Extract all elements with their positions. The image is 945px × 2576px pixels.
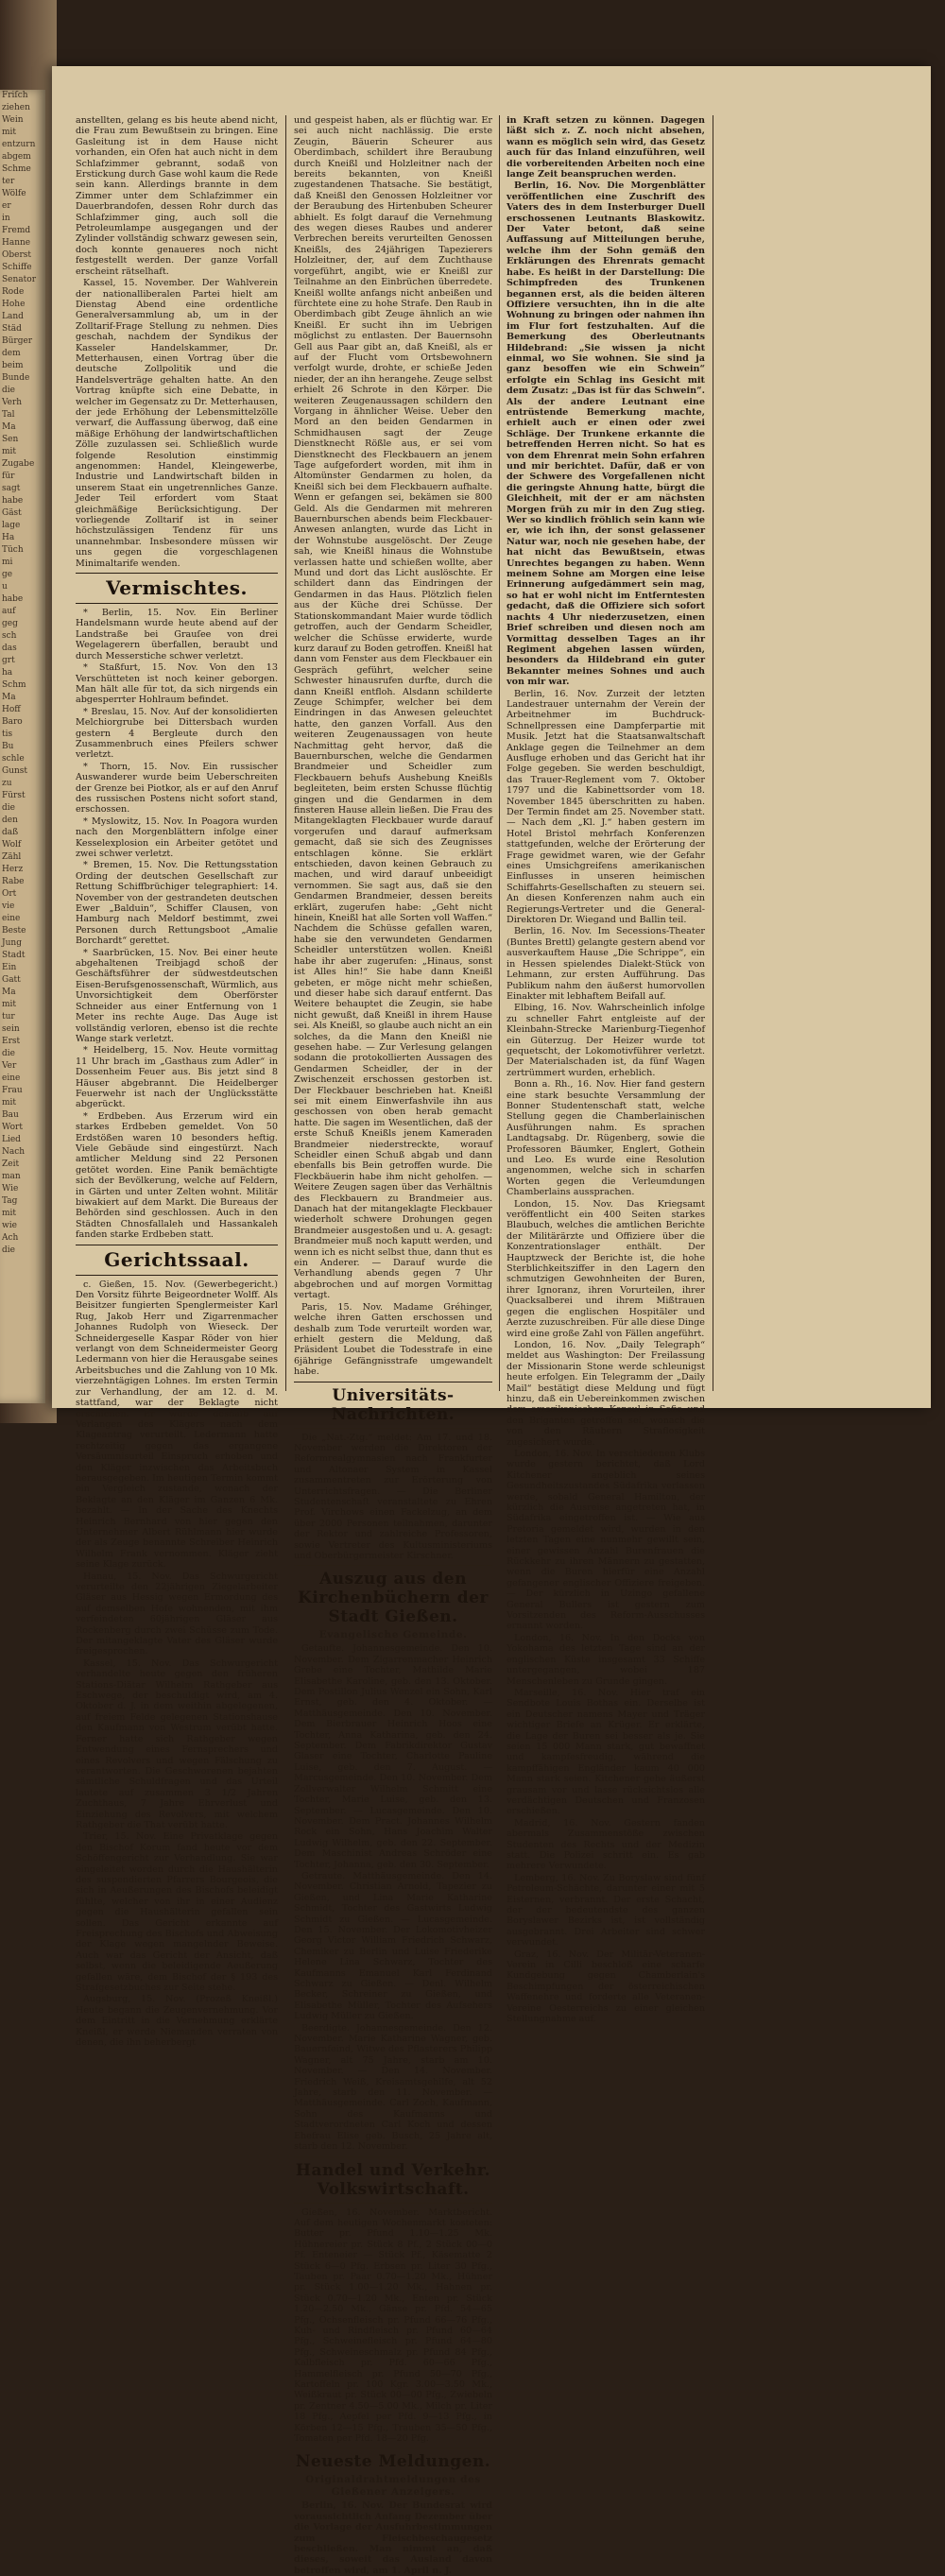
prev-page-fragment: Ma	[2, 693, 16, 702]
prev-page-fragment: Gatt	[2, 975, 21, 985]
prev-page-fragment: die	[2, 1245, 15, 1255]
prev-page-fragment: Gunst	[2, 766, 28, 776]
court-report: Augsburg, 15. Nov. (Prozeß Kneißl.) Heute begann die Zeugenvernehmung. Vor dem Eintritt in die Vernehmung erklärte Kneißl, er werde Niemanden verraten von denen, die ihn beherbergt	[76, 1994, 278, 2049]
section-rule	[294, 2447, 492, 2448]
section-heading-handel: Handel und Verkehr. Volkswirtschaft.	[295, 2160, 491, 2199]
column-1	[76, 115, 278, 2049]
prev-page-fragment: Ha	[2, 533, 15, 542]
prev-page-fragment: geg	[2, 619, 18, 628]
prev-page-fragment: Tüch	[2, 545, 24, 555]
section-heading-kirchenbuecher: Auszug aus den Kirchenbüchern der Stadt Gießen.	[298, 1570, 489, 1627]
prev-page-fragment: Frau	[2, 1086, 23, 1095]
prev-page-fragment: Tag	[2, 1196, 18, 1206]
prev-page-fragment: Oberst	[2, 250, 32, 260]
court-report: c. Gießen, 15. Nov. (Gewerbegericht.) Den Vorsitz führte Beigeordneter Wolff. Als Beisitzer fungierten Spenglermeister Karl Rug, Jakob Herr und Zigarrenmacher Johannes Rudolph von Wieseck. Der Schneidergeselle Kaspar Röder von hier verlangt von dem Schneidermeister Georg Ledermann von hier die Herausgabe seines Arbeitsbuches und die Zahlung von 10 Mk. vierzehntägigen Lohnes. Im ersten Termin zur Verhandlung, der am 12. d. M. stattfand, war der Beklagte nicht erschienen. Er wurde deshalb auf Verlangen des Klägers nach dem Klageantrag verurteilt. Ledermann hatte rechtzeitig gegen das ergangene Versäumnisurteil Einspruch erhoben und den Kläger inzwischen das Arbeitsbuch herausgegeben. Im heutigen Termin kommt ein Vergleich zustande, wonach der Beklagte an den Kläger im Ganzen 6 Mk. bezahlt. — In der Sache des Knechts Heinrich Bernhard von hier gegen den Unternehmer Albert Rühlmann hier wurde der als Zeuge benannte Schreiber Heinrich Wilhelm Frank vernommen. Kläger zieht seine Klage zurück.	[76, 1279, 278, 1571]
prev-page-fragment: eine	[2, 1073, 21, 1083]
prev-page-fragment: sein	[2, 1024, 20, 1034]
previous-page-edge	[0, 90, 45, 1403]
prev-page-fragment: entzurn	[2, 140, 36, 149]
section-heading-gerichtssaal: Gerichtssaal.	[104, 1247, 249, 1271]
news-item: Madrid, 16. Nov. Gestern fanden abermals Zusammenstöße zwischen Studenten des Rechts und der Medizin statt. Die Polizei schritt ein. Es gab mehrere Verwundete.	[507, 1817, 705, 1872]
prev-page-fragment: wie	[2, 1221, 17, 1230]
prev-page-fragment: Bürger	[2, 336, 33, 346]
prev-page-fragment: beim	[2, 361, 24, 370]
prev-page-fragment: für	[2, 472, 15, 481]
section-rule	[76, 603, 278, 604]
prev-page-fragment: Baro	[2, 717, 23, 727]
prev-page-fragment: Land	[2, 312, 24, 321]
prev-page-fragment: habe	[2, 594, 24, 604]
newspaper-page	[52, 66, 931, 2576]
section-heading-vermischtes: Vermischtes.	[106, 576, 248, 600]
prev-page-fragment: Tal	[2, 410, 15, 420]
prev-page-fragment: Sen	[2, 435, 19, 444]
prev-page-fragment: daß	[2, 828, 19, 837]
prev-page-fragment: dem	[2, 349, 21, 358]
news-item: Paris, 15. Nov. Madame Gréhinger, welche ihren Gatten erschossen und deshalb zum Tode verurteilt worden war, erhielt gestern die Meldung, daß Präsident Loubet die Todesstrafe in eine 6jährige Gefängnisstrafe umgewandelt habe.	[294, 1301, 492, 1378]
court-report-continuation: und gespeist haben, als er flüchtig war. Er sei auch nicht nachlässig. Die erste Zeugin, Bäuerin Scheurer aus Oberdimbach, schildert ihre Beraubung durch Kneißl und Holzleitner nach der bereits bekannten, von Kneißl zugestandenen Thatsache. Sie bestätigt, daß Kneißl den Genossen Holzleitner vor der Beraubung des Hirtenbuben Scheurer abhielt. Es folgt darauf die Vernehmung des wegen dieses Raubes und anderer Verbrechen bereits verurteilten Genossen Kneißls, des 24jährigen Tapezierers Holzleitner, der, auf dem Zuchthause vorgeführt, angibt, wie er Kneißl zur Teilnahme an den Einbrüchen überredete. Kneißl wollte anfangs nicht anbeißen und fürchtete eine zu hohe Strafe. Den Raub in Oberdimbach gibt Zeuge ähnlich an wie Kneißl. Er sucht ihn im Uebrigen möglichst zu entlasten. Der Bauernsohn Gell aus Paar gibt an, daß Kneißl, als er auf der Flucht vom Ortsbewohnern verfolgt wurde, drohte, er schieße Jeden nieder, der an ihn herangehe. Zeuge selbst erhielt 26 Schrote in den Körper. Die weiteren Zeugenaussagen schildern den Vorgang in ähnlicher Weise. Ueber den Mord an den beiden Gendarmen in Schmidhausen sagt der Zeuge Dienstknecht Rößle aus, er sei vom Dienstknecht des Fleckbauern an jenem Tage aufgefordert worden, mit ihm in Altomünster Gendarmen zu holen, da Kneißl sich bei dem Fleckbauern aufhalte. Wenn er gefangen sei, bekämen sie 800 Geld. Als die Gendarmen mit mehreren Bauernburschen abends beim Fleckbauer-Anwesen anlangten, wurde das Licht in der Wohnstube ausgelöscht. Der Zeuge sah, wie Kneißl hinaus die Wohnstube verlassen hatte und schießen wollte, aber Mund und dort das Licht auslöschte. Er schildert dann das Eindringen der Gendarmen in das Haus. Plötzlich fielen aus der Küche drei Schüsse. Der Stationskommandant Maier wurde tödlich getroffen, auch der Gendarm Scheidler, welcher die Schüsse erwiderte, wurde kurz darauf zu Boden getroffen. Kneißl hat dann vom Fenster aus dem Fleckbauer ein Gespräch geführt, welcher seine Schwester hinausrufen durfte, durch die dann Kneißl entfloh. Alsdann schilderte Zeuge Schimpfer, welcher bei dem Eindringen in das Anwesen geleuchtet hatte, den ganzen Vorfall. Aus den weiteren Zeugenaussagen von heute Nachmittag geht hervor, daß die Bauernburschen, welche die Gendarmen Brandmeier und Scheidler zum Fleckbauern behufs Aushebung Kneißls begleiteten, beim ersten Schusse flüchtig gingen und die Gendarmen in dem finsteren Hause allein ließen. Die Frau des Mitangeklagten Fleckbauer wurde darauf vorgerufen und darauf aufmerksam gemacht, daß sie sich des Zeugnisses entschlagen könne. Sie erklärt entschieden, davon keinen Gebrauch zu machen, und wird darauf unbeeidigt vernommen. Sie sagt aus, daß sie den Gendarmen Brandmeier, dessen bereits erklärt, zugerufen habe: „Geht nicht hinein, Kneißl hat alle Sorten voll Waffen.“ Nachdem die Schüsse gefallen waren, habe sie den verwundeten Gendarmen Scheidler unterstützen wollen. Kneißl habe ihr aber zugerufen: „Hinaus, sonst ist Alles hin!“ Sie habe dann Kneißl gebeten, er möge nicht mehr schießen, und dieser habe sich darauf entfernt. Das Weitere behauptet die Zeugin, sie habe nicht gewußt, daß Kneißl in ihrem Hause sei. Als Kneißl, so glaube auch nicht an ein solches, da die Mann den Kneißl nie gesehen habe. — Zur Verlesung gelangen sodann die protokollierten Aussagen des Gendarmen Scheidler, der in der Zwischenzeit erschossen gestorben ist. Der Fleckbauer beschrieben hat. Kneißl sei mit einem Einwerfashvile ihn aus geschossen von oben herab gemacht hatte. Die sagen im Wesentlichen, daß der erste Schuß Kneißls jenem Kameraden Brandmeier niederstreckte, worauf Scheidler einen Schuß abgab und dann ebenfalls bis Bein getroffen wurde. Die Fleckbäuerin habe ihm nicht geholfen. — Weitere Zeugen sagen über das Verhältnis des Fleckbauern zu Brandmeier aus. Danach hat der mitangeklagte Fleckbauer wiederholt schwere Drohungen gegen Brandmeier ausgestoßen und u. A. gesagt: Brandmeier muß noch kaputt werden, und wenn ich es nicht selbst thue, dann thut es ein Anderer. — Darauf wurde die Verhandlung abends gegen 7 Uhr abgebrochen und auf morgen Vormittag vertagt.	[294, 115, 492, 1301]
article-continuation: anstellten, gelang es bis heute abend nicht, die Frau zum Bewußtsein zu bringen. Eine Gasleitung ist in dem Hause nicht vorhanden, ein Ofen hat auch nicht in dem Schlafzimmer gebrannt, sodaß von Erstickung durch Gase wohl kaum die Rede sein kann. Allerdings brannte in dem Zimmer unter dem Schlafzimmer ein Dauerbrandofen, dessen Rohr durch das Schlafzimmer ging, auch soll die Petroleumlampe ausgegangen und der Zylinder vollständig schwarz gewesen sein, doch konnte genaueres noch nicht festgestellt werden. Der ganze Vorfall erscheint rätselhaft.	[76, 115, 278, 277]
prev-page-fragment: Fremd	[2, 226, 31, 235]
section-subheading: Originaldrahtmeldungen des Gießener Anzeigers.	[305, 2474, 481, 2499]
prev-page-fragment: abgem	[2, 152, 31, 162]
prev-page-fragment: Ver	[2, 1061, 17, 1071]
prev-page-fragment: Bu	[2, 742, 14, 751]
news-item: Bonn a. Rh., 16. Nov. Hier fand gestern eine stark besuchte Versammlung der Bonner Studentenschaft statt, welche Stellung gegen die Chamberlainischen Ausführungen nahm. Es sprachen Landtagsabg. Dr. Rügenberg, sowie die Professoren Bäumker, Englert, Gothein und Leo. Es wurde eine Resolution angenommen, welche sich in scharfen Worten gegen die Verleumdungen Chamberlains aussprachen.	[507, 1079, 705, 1198]
news-item: * Staßfurt, 15. Nov. Von den 13 Verschütteten ist noch keiner geborgen. Man hält alle für tot, da sich nirgends ein abgesperrter Hohlraum befindet.	[76, 662, 278, 706]
prev-page-fragment: Nach	[2, 1147, 26, 1157]
prev-page-fragment: Bunde	[2, 373, 30, 383]
prev-page-fragment: Städ	[2, 324, 22, 334]
news-item: * Breslau, 15. Nov. Auf der konsolidierten Melchiorgrube bei Dittersbach wurden gestern 4 Bergleute durch den Zusammenbruch eines Pfeilers schwer verletzt.	[76, 706, 278, 761]
prev-page-fragment: tis	[2, 730, 13, 739]
prev-page-fragment: auf	[2, 607, 16, 616]
prev-page-fragment: Herz	[2, 865, 24, 874]
section-rule	[294, 1565, 492, 1566]
prev-page-fragment: Wein	[2, 115, 24, 125]
prev-page-fragment: Schme	[2, 164, 31, 174]
news-item: London, 16. Nov. „Daily Telegraph“ meldet aus Washington: Der Freilassung der Missionarin Stone werde schleunigst heute erfolgen. Ein Telegramm der „Daily Mail“ bestätigt diese Meldung und fügt hinzu, daß ein Uebereinkommen zwischen dem amerikanischen Konsul in Sofia und den Briganten getroffen sei, wonach die von den Räubern Straflosigkeit zugesichert wurde.	[507, 1339, 705, 1448]
news-item: * Myslowitz, 15. Nov. In Poagora wurden nach den Morgenblättern infolge einer Kesselexplosion ein Arbeiter getötet und zwei schwer verletzt.	[76, 816, 278, 859]
prev-page-fragment: Lied	[2, 1135, 21, 1144]
prev-page-fragment: Zähl	[2, 852, 22, 862]
prev-page-fragment: man	[2, 1172, 21, 1181]
prev-page-fragment: Fürst	[2, 791, 26, 800]
prev-page-fragment: Hohe	[2, 300, 26, 309]
news-item: London, 16. Nov. In den Docks von Yokohama des letzten Tage sind an der englischen Küste insgesamt 33 Schiffe untergegangen, wobei 187 Menschenleben zu Grunde gingen.	[507, 1632, 705, 1687]
prev-page-fragment: ge	[2, 570, 13, 579]
prev-page-fragment: Zugabe	[2, 459, 35, 469]
prev-page-fragment: Rode	[2, 287, 25, 297]
prev-page-fragment: lage	[2, 521, 21, 530]
prev-page-fragment: sch	[2, 631, 17, 641]
prev-page-fragment: mit	[2, 1098, 17, 1108]
prev-page-fragment: tur	[2, 1012, 15, 1022]
news-item: * Saarbrücken, 15. Nov. Bei einer heute abgehaltenen Treibjagd schoß der Geschäftsführer der südwestdeutschen Eisen-Berufsgenossenschaft, Würmlich, aus Unvorsichtigkeit dem Oberförster Schneider aus einer Entfernung von 1 Meter ins rechte Auge. Das Auge ist vollständig verloren, ebenso ist die rechte Wange stark verletzt.	[76, 947, 278, 1044]
prev-page-fragment: Ach	[2, 1233, 19, 1243]
prev-page-fragment: Rabe	[2, 877, 25, 886]
prev-page-fragment: eine	[2, 914, 21, 923]
news-item: * Thorn, 15. Nov. Ein russischer Auswanderer wurde beim Ueberschreiten der Grenze bei Piotkor, als er auf den Anruf des russischen Postens nicht sofort stand, erschossen.	[76, 761, 278, 816]
prev-page-fragment: ziehen	[2, 103, 30, 112]
prev-page-fragment: Senator	[2, 275, 36, 284]
prev-page-fragment: das	[2, 644, 17, 653]
prev-page-fragment: Bau	[2, 1110, 19, 1120]
prev-page-fragment: die	[2, 1049, 15, 1058]
prev-page-fragment: Gäst	[2, 508, 22, 518]
news-item: Berlin, 16. Nov. Im Secessions-Theater (Buntes Brettl) gelangte gestern abend vor ausverkauftem Hause „Die Schrippe“, ein in Hessen spielendes Dialekt-Stück von Lehmann, zur ersten Aufführung. Das Publikum nahm den äußerst humorvollen Einakter mit lebhaftem Beifall auf.	[507, 926, 705, 1002]
prev-page-fragment: Wie	[2, 1184, 19, 1194]
church-record: Beerdigte. Johannesgemeinde. Den 12. November. Marie Katharine Wagner, geb. Bauernfeind, Witwe des Pflasterers Philipp Wagner, alt 75 Jahre, starb am 10. November. — Den 14. November. Friedrich Weiß, Kreisamtsgehilfe, alt 52 Jahre, starb den 11. November. — Matthäusgemeinde. Carl Zoch, Kaufmann, Sohn des Kaufmanns und Stadtverordneten Carl Koch und dessen Ehefrau Elise geb. Busch, 25 Jahre alt, starb den 12. November.	[294, 2022, 492, 2153]
news-item: Lemberg, 16. Nov. Zu Boryslaw sind fünf Petroleum-Schächte, darunter einer mit 5 Eisternen, verbrannt. Der erste Schacht, der der bedeutendste des ganzen Boryslawer Bezirks ist, ist vollständig ausgebrannt. Drei Arbeiter sind schwer verwundet.	[507, 1872, 705, 1949]
prev-page-fragment: Friſch	[2, 91, 28, 100]
prev-page-fragment: Verh	[2, 398, 23, 407]
prev-page-fragment: Wolf	[2, 840, 22, 850]
court-report: Kassel, 15. Nov. Das Schwurgericht verhandelte heute gegen den früheren Stations-Diätar Wilhelm Rathgeber aus Eschwege, der beschuldigt wird, am 4. Oktober d. J. in dem weithin abgelegenen, auf freiem Felde gelegenen Stationshause den Kaufmann von Westrum verübt hatte. Ferner hatte sich Rathgeber wegen Entwendung eines Fernsprechers und eines Revolvers und wegen Fälschung zu verantworten. Die Geschworenen bejahten sämtliche Schuldfragen und das Urteil lautete auf zusammen 3 1/2 Jahren Zuchthaus, 7 Jahre Ehrverlust und Einziehung des Revolvers, mit welchem Rathgeber die That verübt hatte.	[76, 1657, 278, 1830]
prev-page-fragment: Stadt	[2, 951, 26, 960]
church-record: Getaufte. Johannesgemeinde. Den 10. November. Dem Zigarrenmacher Heinrich Grebe eine Tochter, Mathilde Marie Elisabethe Karoline, geb. den 13. Oktober. Dem Postillon Julius Wenzel ein Sohn, Karl Ernst, geb. den 4. Oktober. — Matthäusgemeinde. Den 10. November. Dem Bierbrauer Heinrich Hoos eine Tochter, Anna Katharina, geb. den 24. September. Dem Fabrikdirektor Gustav Glaser eine Tochter, Charlotte Pauline Luise, geb. den 7. August. — Marcusgemeinde. Den 10. November. Dem Zollverwalter Wilhelm Schmitt eine Tochter, Marie Luise, geb. den 13. September. — Lucasgemeinde. Den 10. November. Dem Pract. Johannes Wilhelm Rock ein Sohn, Hans Joachim Walter Ludwig Wilhelm, geb. den 22. September. Dem Maschinist Andreas Schröder eine Tochter, Johanna, geb. den 30. September.	[294, 1643, 492, 1870]
news-item: * Erdbeben. Aus Erzerum wird ein starkes Erdbeben gemeldet. Von 50 Erdstößen waren 10 besonders heftig. Viele Gebäude sind eingestürzt. Nach amtlicher Meldung sind 22 Personen getötet worden. Eine Panik bemächtigte sich der Bevölkerung, welche auf Feldern, in Gärten und unter Zelten wohnt. Militär biwakiert auf dem Markt. Die Bureaus der Behörden sind geschlossen. Auch in den Städten Chnosfallaleh und Hassankaleh fanden starke Erdbeben statt.	[76, 1110, 278, 1241]
article-kassel: Kassel, 15. November. Der Wahlverein der nationalliberalen Partei hielt am Dienstag Abend eine ordentliche Generalversammlung ab, um in der Zolltarif-Frage Stellung zu nehmen. Dies geschah, nachdem der Syndikus der Kasseler Handelskammer, Dr. Metterhausen, einen Vortrag über die deutsche Zollpolitik und die Handelsverträge gehalten hatte. An den Vortrag knüpfte sich eine Debatte, in welcher im Gegensatz zu Dr. Metterhausen, der jede Erhöhung der Lebensmittelzölle verwarf, die Auffassung überwog, daß eine mäßige Erhöhung der landwirtschaftlichen Zölle zuzulassen sei. Schließlich wurde folgende Resolution einstimmig angenommen: Handel, Kleingewerbe, Industrie und Landwirtschaft bilden in unserem Staat ein ungetrennliches Ganze. Jeder Teil erfordert vom Staat gleichmäßige Berücksichtigung. Der vorliegende Zolltarif ist in seiner höchstzulässigen Tendenz für uns unannehmbar. Insbesondere müssen wir uns gegen die vorgeschlagenen Minimaltarife wenden.	[76, 278, 278, 569]
market-report: Gießen, 16. November. Marktbericht. Auf dem heutigen Wochenmarkt kosteten: Butter pr. Pfund 1.10—1.25 Mk. Hühnereier pr. Stück 8 Pf., 2 Stück 00—0 Pf. Enteneier — Stück Pf., Käsematte 2 Stück 6—0 Pfg. Erbsen pr. Liter 30 Pfg., Tauben pr. Paar 0.70—1.20 Mk., Hühner pr. Stück 1.00—1.20 Mk., Hahnen pr. Stück 0.70—1.20 Mk., Enten pr. Stück 1.20—2.50 Mk., Gänse pr. Pfd. 54—65 Pfg., Ochsenfleisch pr. Pfund 66—76 Pfg., Kuh- und Rindfleisch pr. Pfund 60—64 Pfg., Schweinefleisch pr. Pfund 64—80 Pfg., Schweineschmalz pr. Pfund 84 Pfg., Kalbfleisch pr. Pfd. 60—66 Pfg., Hammelfleisch pr. Pfund 50—70 Pfg., Kartoffeln pr. 100 Kgr. 3.00—3.50 Mk., Weißkraut pr. Stück 00—00 Pfg., Zwiebeln pr. Zentner 4.50—5.00 Mk., Milch pr. Liter 18 Pfg., Aepfel per Pfd. 9—13 Pfg., in Körben 12—15 Pfg., Trauben 35—50 Pfg., Tomaten per Pfd. 18—20 Pfg.	[294, 2207, 492, 2445]
prev-page-fragment: ter	[2, 177, 15, 186]
column-3	[507, 115, 705, 2025]
prev-page-fragment: grt	[2, 656, 15, 665]
news-item: * Heidelberg, 15. Nov. Heute vormittag 11 Uhr brach im „Gasthaus zum Adler“ in Dossenheim Feuer aus. Bis jetzt sind 8 Häuser abgebrannt. Die Heidelberger Feuerwehr ist nach der Unglücksstätte abgerückt.	[76, 1045, 278, 1110]
prev-page-fragment: die	[2, 386, 15, 395]
prev-page-fragment: Erst	[2, 1037, 21, 1046]
prev-page-fragment: Schiffe	[2, 263, 32, 272]
section-heading-neueste: Neueste Meldungen.	[295, 2452, 491, 2472]
section-rule	[76, 573, 278, 574]
prev-page-fragment: Hanne	[2, 238, 31, 248]
column-divider	[499, 115, 500, 1391]
news-item: Marseille, 16. Nov. Hier traf ein Sendbote Louis Bothas ein. Derselbe ist ein Deutscher namens Mayer und Träger wichtiger Briefe an Krüger. Er erklärte, die Lage der Buren sei besser als je. Sie seien 15 000 Mann stark, gut bewaffnet und kampfesfreudig, während die kampffähigen Engländer kaum 40 000 Mann stark seien. Kitchener gehe äußerst grausam vor und lasse rücksichtslos alle verdächtigen Deutschen und Franzosen erschießen.	[507, 1687, 705, 1817]
news-item: Berlin, 16. Nov. Die Morgenblätter veröffentlichen eine Zuschrift des Vaters des in dem Insterburger Duell erschossenen Leutnants Blaskowitz. Der Vater betont, daß seine Auffassung auf Mitteilungen beruhe, welche ihm der Sohn gemäß den Erklärungen des Ehrenrats gemacht habe. Es heißt in der Darstellung: Die Schimpfreden des Trunkenen begannen erst, als die beiden älteren Offiziere versuchten, ihn in die alte Wohnung zu bringen oder nahmen ihn im Flur fort festzuhalten. Auf die Bemerkung des Oberleutnants Hildebrand: „Sie wissen ja nicht einmal, wo Sie wohnen. Sie sind ja ganz besoffen wie ein Schwein“ erfolgte ein Schlag ins Gesicht mit dem Zusatz: „Das ist für das Schwein“. Als der andere Leutnant eine entrüstende Bemerkung machte, erhielt auch er einen oder zwei Schläge. Der Trunkene erkannte die betreffenden Herren nicht. So hat es von dem Ehrenrat mein Sohn erfahren und mir berichtet. Dafür, daß er von der Schwere des Vorgefallenen nicht die geringste Ahnung hatte, bürgt die Gleichheit, mit der er am nächsten Morgen früh zu mir in den Zug stieg. Wer so kindlich fröhlich sein kann wie er, wie ich ihn, der sonst gelassener Natur war, noch nie gesehen habe, der hat nicht das Bewußtsein, etwas Unrechtes begangen zu haben. Wenn meinem Sohne am Morgen eine leise Erinnerung aufgedämmert sein mag, so hat er wohl nicht im Entferntesten gedacht, daß die Offiziere sich sofort nachts 4 Uhr niederzusetzen, einen Brief schreiben und diesen noch am Vormittag desselben Tages an ihr Regiment abgehen lassen würden, besonders da Hildebrand ein guter Bekannter meines Sohnes und auch von mir war.	[507, 180, 705, 688]
prev-page-fragment: mit	[2, 1209, 17, 1218]
prev-page-fragment: Ma	[2, 987, 16, 997]
section-subheading: Evangelische Gemeinde.	[318, 1629, 468, 1641]
prev-page-fragment: Beste	[2, 926, 26, 936]
news-item: * Berlin, 15. Nov. Ein Berliner Handelsmann wurde heute abend auf der Landstraße bei Grauſee von drei Wegelagerern überfallen, beraubt und durch Messerstiche schwer verletzt.	[76, 608, 278, 661]
column-2	[294, 115, 492, 2576]
prev-page-fragment: Ort	[2, 889, 17, 899]
prev-page-fragment: Schm	[2, 680, 26, 690]
prev-page-fragment: Jung	[2, 938, 22, 948]
news-item: Elbing, 16. Nov. Wahrscheinlich infolge zu schneller Fahrt entgleiste auf der Kleinbahn-Strecke Marienburg-Tiegenhof ein Güterzug. Der Heizer wurde tot gequetscht, der Lokomotivführer verletzt. Der Materialschaden ist, da fünf Wagen zertrümmert wurden, erheblich.	[507, 1003, 705, 1078]
prev-page-fragment: Zeit	[2, 1159, 20, 1169]
court-report: Trier, 15. Nov. Eine Privatklage gegen den Bischof Korum fand heute vor dem Schöffengericht zur Verhandlung. Sie war eingeleitet worden durch die Haushälterin des suspendierten Pfarrers Bourgeois, die sich in Aeußerungen des Bischofs beleidigt fühlte, welcher von ihr in einer Audienz gegen die Haushälterin gefallen sein sollen. Das Gericht erkannte auf Freisprechung des Bischofs und Abweisung der Klage wegen mangelnder Beweise. Auch war das Gericht der Ansicht, daß selbst, wenn die beleidigende Aeußerung gefallen wäre, dem Bischof der § 193 des Strafgesetzbuches zur Seite stehe.	[76, 1831, 278, 1994]
prev-page-fragment: zu	[2, 779, 12, 788]
prev-page-fragment: die	[2, 803, 15, 813]
prev-page-fragment: mit	[2, 128, 17, 137]
prev-page-fragment: habe	[2, 496, 24, 506]
prev-page-fragment: sagt	[2, 484, 21, 493]
section-heading-universitaets: Universitäts-Nachrichten.	[331, 1385, 455, 1424]
news-item: Graz, 16. Nov. Der Militär-Veteranen-Verein in Cilli beschloß eine scharfe Kundgebung gegen Chamberlain's Beschimpfungen der österreichischen Waffenehre und forderte alle Veteranen-Vereine Oesterreichs zu einer gleichen Stellungnahme auf.	[507, 1949, 705, 2025]
prev-page-fragment: mi	[2, 558, 13, 567]
prev-page-fragment: er	[2, 201, 11, 211]
church-record: Getraute. Matthäusgemeinde. Den 14. November. Christian Arnold, Tapezier zu Gießen, und Lina Marie Katharine Schmidt, Tochter des Gastwirts Ludwig Schmidt zu Gießen. — Lucasgemeinde. Den 15. November. Der Lokomotivheizer Georg Victor William Friedrich Schwarz, Chemiker zu Berlin und Luise Friederike Helene Lina Schwarz, Tochter des Kaufmanns Emanuel Karl Ferdinand Schwarz zu Gießen. — Denl. Wilhelm Becker, Schreiner zu Gießen, und Elisabethe Müller, Tochter des Aufsehers Ludwig Müller zu Gießen.	[294, 1870, 492, 2022]
prev-page-fragment: mit	[2, 447, 17, 456]
court-report: Hanau, 15. Nov. Das Schwurgericht verurteilte den 22jährigen Ziegelarbeiter Gläser aus Hessig wegen Ermordung des auf demselben Hofe wohnenden, mit ihm verfeindeten 60jährigen Gläser aus Rockenberg durch zwei Schüsse zum Tode. Der mitangeklagte Vater des Gläser wurde freigesprochen.	[76, 1571, 278, 1657]
news-item: Berlin, 16. Nov. Zurzeit der letzten Landestrauer unternahm der Verein der Arbeitnehmer im Buchdruck-Schnellpressen eine Dampferpartie mit Musik. Jetzt hat die Staatsanwaltschaft Anklage gegen die Teilnehmer an dem Ausfluge erhoben und das Gericht hat ihr Folge gegeben. Sie werden beschuldigt, das Trauer-Reglement vom 7. Oktober 1797 und die Kabinettsorder vom 18. November 1845 überschritten zu haben. Der Termin findet am 25. November statt. — Nach dem „Kl. J.“ haben gestern im Hotel Bristol mehrfach Konferenzen stattgefunden, welche der Erörterung der Frage gewidmet waren, wie der Gefahr eines Umsichgreifens amerikanischen Einflusses in unseren heimischen Schiffahrts-Gesellschaften zu steuern sei. An diesen Konferenzen nahm auch ein Regierungs-Vertreter und die General-Direktoren Dr. Wiegand und Ballin teil.	[507, 688, 705, 926]
prev-page-fragment: ha	[2, 668, 13, 678]
prev-page-fragment: schle	[2, 754, 25, 764]
prev-page-fragment: Ein	[2, 963, 17, 972]
news-item: London, 15. Nov. Das Kriegsamt veröffentlicht ein 400 Seiten starkes Blaubuch, welches die amtlichen Berichte der Militärärzte und Offiziere über die Konzentrationslager enthält. Der Hauptzweck der Berichte ist, die hohe Sterblichkeitsziffer in den Lagern den schmutzigen Gewohnheiten der Buren, ihrer Ignoranz, ihren Vorurteilen, ihrer Quacksalberei und ihrem Mißtrauen gegen die englischen Hospitäler und Aerzte zuzuschreiben. Für alle diese Dinge wird eine große Zahl von Fällen angeführt.	[507, 1198, 705, 1339]
prev-page-fragment: vie	[2, 902, 15, 911]
news-item: London, 16. Nov. In verschiedenen Klubs wurde gestern berichtet, daß Lord Kitchener angeblich seines Gesundheitszustandes Südafrika verlassen werde, sobald General Hamilton, der kürzlich die Ausreise angetreten hat, in Südafrika eingetroffen ist. — Wie aus Pretoria gemeldet wird, wurden in den letzten Tagen eine nunmehr gewillt sein, einer gewissen Anzahl Burenfrauen die Rückkehr zu ihren Männern zu gestatten, wenn die Buren hierfür eine Anzahl gefangener englischer Offiziere freigeben. — Der kürzlich in Uzingo gefallene General Bullers ist gestern zum Vorsitzenden des Reform-Ausschusses ernannt worden.	[507, 1448, 705, 1632]
news-item: Die „Nat.-Ztg.“ meldet: Am 17. und 18. November werden die Direktoren der Reformrealgymnasien nach Frankfurter und Altonaer System in Kassel zusammentreten zur Erörterung von Unterrichtsfragen. — Die Berliner Studentenschaft veranstaltete zu Ehren Prof. Virchows einen Fackelzug, an dem über 2000 Personen teilnahmen, darunter der Rektor und zahlreiche Professoren, sowie Vertreter des Kultusministeriums und Oberbürgermeister Kirschner.	[294, 1432, 492, 1561]
prev-page-fragment: u	[2, 582, 8, 592]
section-rule	[294, 2156, 492, 2157]
news-item: Berlin, 16. Nov. Der Bundesrat wird voraussichtlich Anfang Dezember über die Vorlage der Ausfuhrbestimmungen zum Fleischbeschaugesetz beschließen. Man nimmt an, daß dieses, soweit das Ausland davon betroffen wird, am 1. April n. J.	[294, 2500, 492, 2576]
prev-page-fragment: mit	[2, 1000, 17, 1009]
prev-page-fragment: in	[2, 214, 10, 223]
news-continuation: in Kraft setzen zu können. Dagegen läßt sich z. Z. noch nicht absehen, wann es möglich sein wird, das Gesetz auch für das Inland einzuführen, weil die vorbereitenden Arbeiten noch eine lange Zeit beanspruchen werden.	[507, 115, 705, 180]
section-rule	[76, 1275, 278, 1276]
prev-page-fragment: Ma	[2, 422, 16, 432]
column-divider	[285, 115, 286, 1391]
news-item: * Bremen, 15. Nov. Die Rettungsstation Ording der deutschen Gesellschaft zur Rettung Schiffbrüchiger telegraphiert: 14. November von der gestrandeten deutschen Ewer „Balduin“, Schiffer Clausen, von Hamburg nach Meldorf bestimmt, zwei Personen durch Rettungsboot „Amalie Borchardt“ gerettet.	[76, 860, 278, 947]
prev-page-fragment: Wort	[2, 1123, 23, 1132]
section-rule	[294, 2203, 492, 2204]
prev-page-fragment: den	[2, 816, 18, 825]
section-rule	[294, 1428, 492, 1429]
prev-page-fragment: Wölfe	[2, 189, 26, 198]
prev-page-fragment: Hoff	[2, 705, 21, 714]
